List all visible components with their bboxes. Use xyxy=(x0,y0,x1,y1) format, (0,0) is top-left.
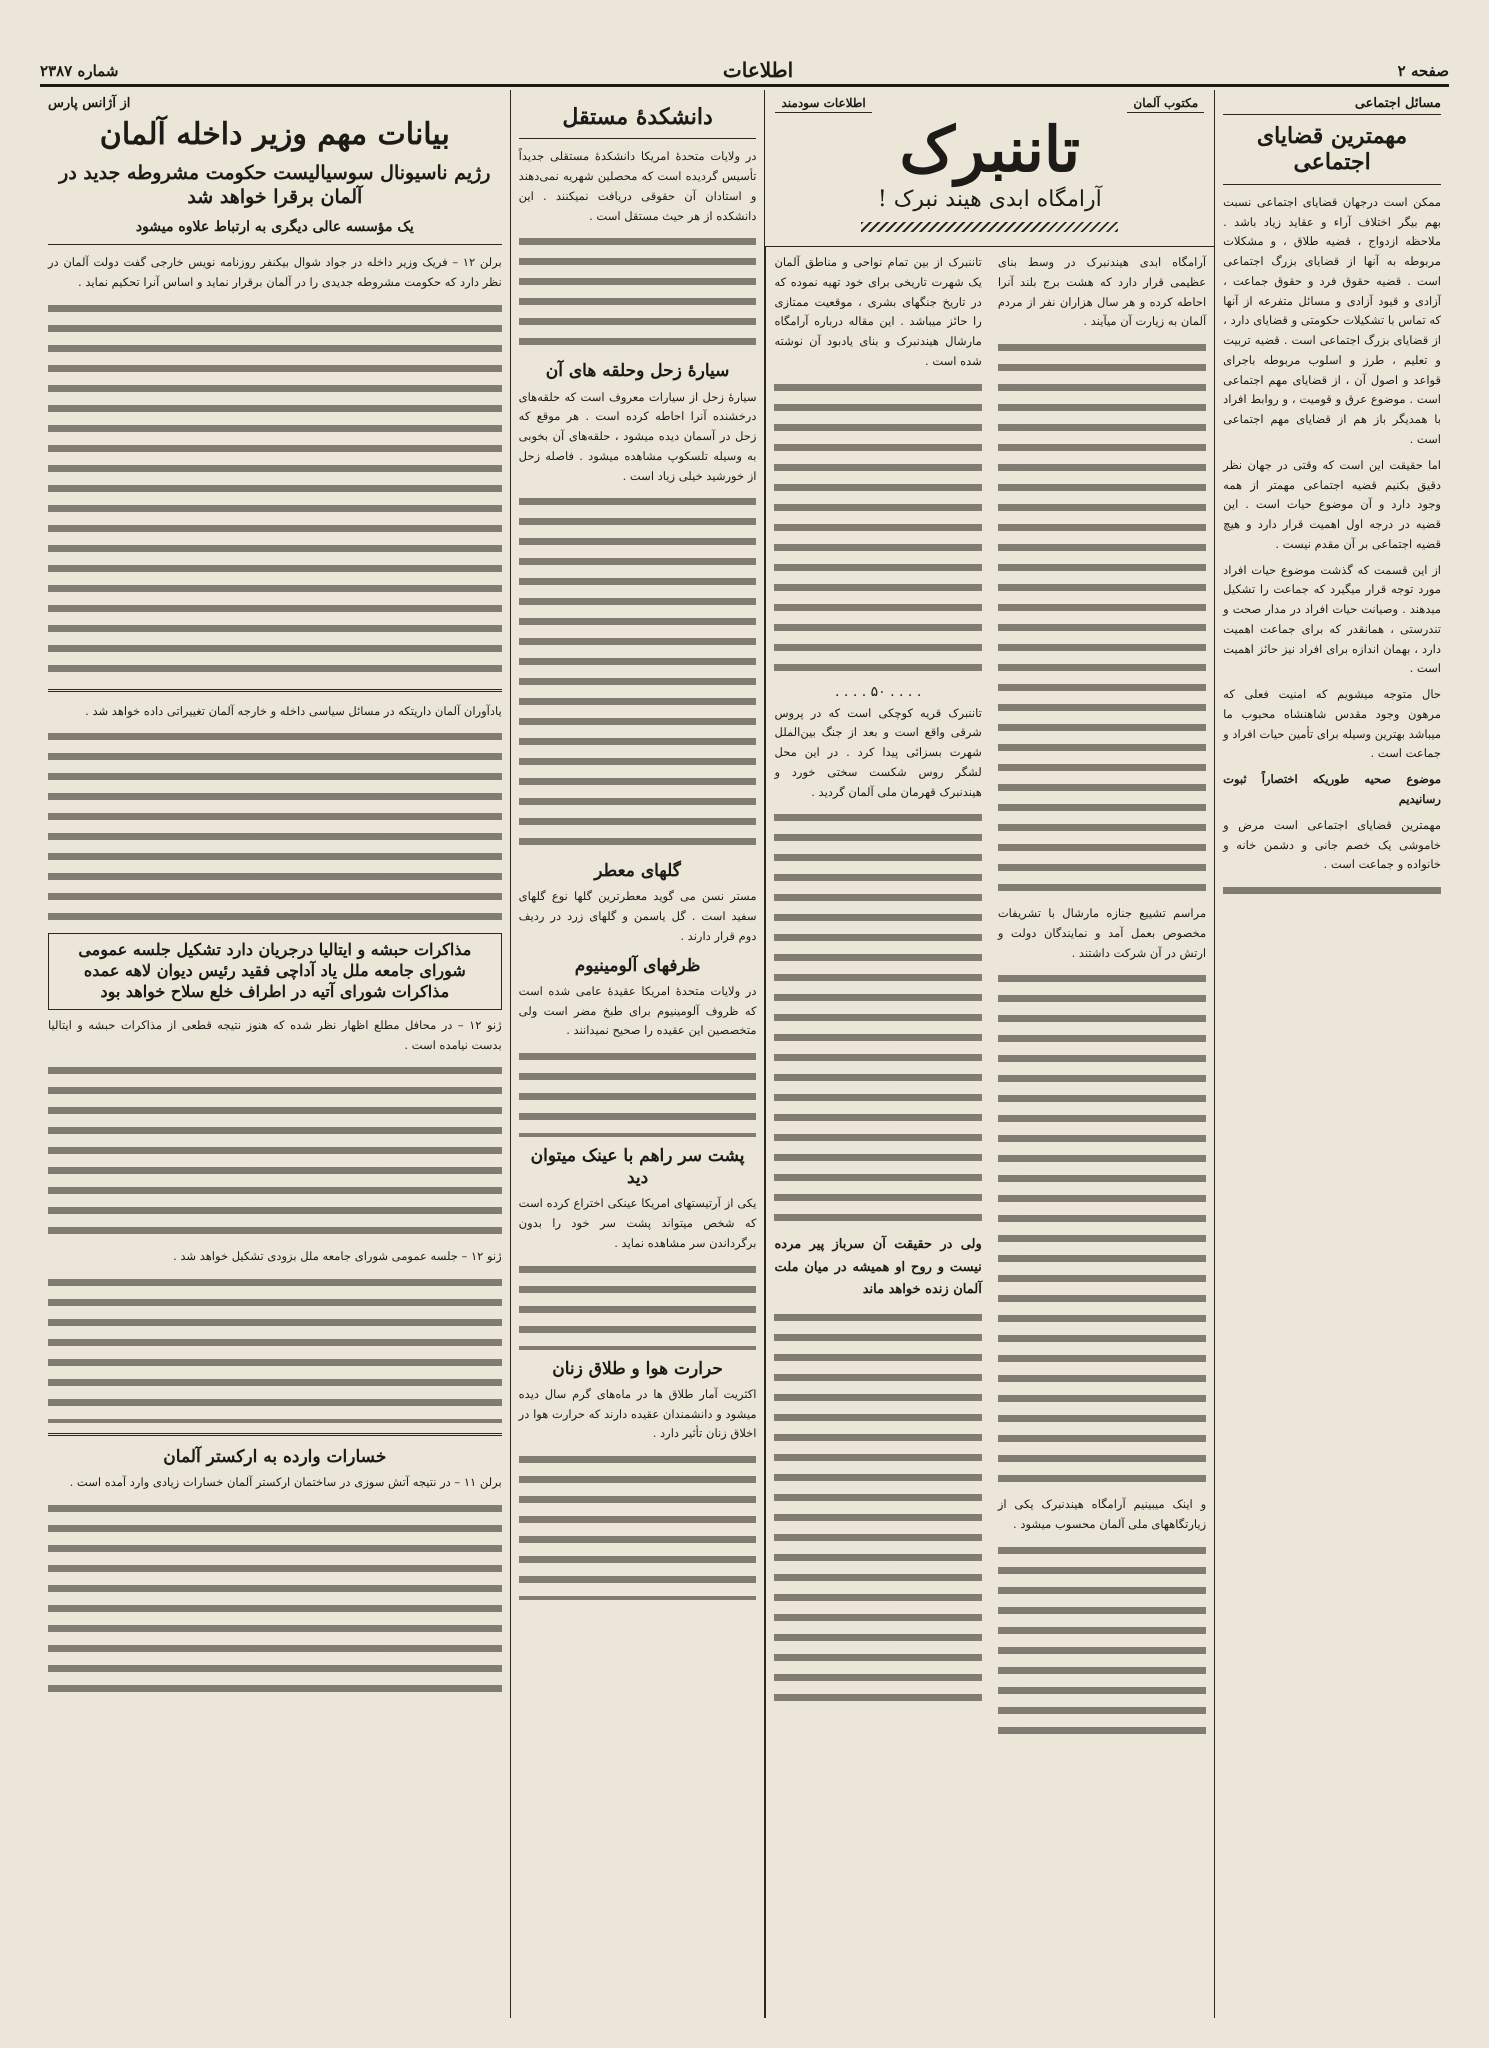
divider xyxy=(1223,184,1441,185)
news-paragraph: ژنو ۱۲ – در محافل مطلع اظهار نظر شده که هنوز نتیجه قطعی از مذاکرات حبشه و ایتالیا بدست نیامده است . xyxy=(47,1017,502,1052)
social-paragraph: حال متوجه میشویم که امنیت فعلی که مرهون وجود مقدس شاهنشاه محبوب ما میباشد بهترین وسیله برای تأمین حیات افراد و جماعت است . xyxy=(1223,687,1441,761)
news-paragraph: ژنو ۱۲ – جلسه عمومی شورای جامعه ملل بزودی تشکیل خواهد شد . xyxy=(173,1249,502,1264)
divider-dots: . . . . ۵۰ . . . . xyxy=(835,683,922,700)
news-title: بیانات مهم وزیر داخله آلمان xyxy=(99,117,450,152)
text-block xyxy=(48,299,502,679)
news-paragraph: یادآوران آلمان داریتکه در مسائل سیاسی داخله و خارجه آلمان تغییراتی داده خواهد شد . xyxy=(85,703,502,718)
column-social xyxy=(1214,90,1449,2018)
weather-paragraph: اکثریت آمار طلاق ها در ماه‌های گرم سال دیده میشود و دانشمندان عقیده دارند که حرارت هوا در اخلاق زنان تأثیر دارد . xyxy=(518,1386,757,1441)
glasses-heading: پشت سر راهم با عینک میتوان دید xyxy=(530,1146,745,1189)
text-block xyxy=(48,727,502,927)
saturn-paragraph: سیارهٔ زحل از سیارات معروف است که حلقه‌های درخشنده آنرا احاطه کرده است . هر موقع که زحل در آسمان دیده میشود ، حلقه‌های آن بخوبی به وسیله تلسکوپ مشاهده میشود . فاصله زحل از خورشید خیلی زیاد است . xyxy=(518,389,757,483)
page-number: صفحه ۲ xyxy=(1397,62,1449,80)
tannenberg-paragraph: و اینک میبینیم آرامگاه هیندنبرک یکی از زیارتگاههای ملی آلمان محسوب میشود . xyxy=(997,1497,1207,1532)
column-university xyxy=(510,90,765,2018)
social-kicker: مسائل اجتماعی xyxy=(1223,96,1441,115)
tannenberg-paragraph: تاننبرک قریه کوچکی است که در پروس شرقی واقع است و بعد از جنگ بین‌الملل شهرت بسزائی پیدا کرد . در این محل لشگر روس شکست سختی خورد و هیندنبرک قهرمان ملی آلمان گردید . xyxy=(774,705,982,799)
column-news xyxy=(40,90,510,2018)
news-subtitle: رژیم ناسیونال سوسیالیست حکومت مشروطه جدید در آلمان برقرا خواهد شد xyxy=(59,161,491,209)
text-block xyxy=(998,1541,1206,1741)
university-paragraph: در ولایات متحدهٔ امریکا دانشکدهٔ مستقلی جدیداً تأسیس گردیده است که محصلین شهریه نمی‌دهند و استادان آن حقوقی دریافت نمیکنند . این دانشکده از هر حیث مستقل است . xyxy=(518,149,757,223)
text-block xyxy=(1223,881,1441,901)
saturn-heading: سیارهٔ زحل وحلقه های آن xyxy=(545,361,730,382)
text-block xyxy=(774,808,981,1228)
tannenberg-subcolumn xyxy=(765,247,989,2018)
tannenberg-title: تاننبرک xyxy=(899,113,1081,186)
aluminium-heading: ظرفهای آلومینیوم xyxy=(574,955,701,976)
divider xyxy=(519,138,757,139)
kicker-useful-info: اطلاعات سودمند xyxy=(775,96,871,113)
text-block xyxy=(774,1308,981,1708)
tannenberg-subtitle: آرامگاه ابدی هیند نبرک ! xyxy=(877,187,1102,212)
text-block xyxy=(998,338,1206,898)
divider xyxy=(48,1433,502,1436)
news-subtitle-2: یک مؤسسه عالی دیگری به ارتباط علاوه میشود xyxy=(135,218,414,235)
text-block xyxy=(48,1061,502,1241)
text-block xyxy=(519,1260,757,1350)
paper-name: اطلاعات xyxy=(722,58,794,82)
masthead xyxy=(40,50,1449,87)
text-block xyxy=(519,1450,757,1600)
spice-heading: گلهای معطر xyxy=(594,861,681,882)
tannenberg-highlight: ولی در حقیقت آن سرباز پیر مرده نیست و روح او همیشه در میان ملت آلمان زنده خواهد ماند xyxy=(774,1237,982,1298)
weather-heading: حرارت هوا و طلاق زنان xyxy=(552,1358,723,1379)
news-paragraph: برلن ۱۲ – فریک وزیر داخله در جواد شوال بیکنفر روزنامه نویس خارجی گفت دولت آلمان در نظر دارد که حکومت مشروطه جدیدی را در آلمان برقرار نماید و اساس آنرا تحکیم نماید . xyxy=(47,255,502,289)
spice-paragraph: مستر نسن می گوید معطرترین گلها نوع گلهای سفید است . گل یاسمن و گلهای زرد در ردیف دوم قرار دارند . xyxy=(518,889,757,943)
issue-number: شماره ۲۳۸۷ xyxy=(40,62,119,80)
text-block xyxy=(48,1499,502,1699)
orchestra-heading: خسارات وارده به ارکستر آلمان xyxy=(163,1447,387,1468)
tannenberg-subcolumn xyxy=(990,247,1214,2018)
column-tannenberg xyxy=(764,90,1214,2018)
text-block xyxy=(998,969,1206,1489)
divider xyxy=(48,244,502,245)
news-box xyxy=(48,933,502,1009)
social-subhead: موضوع صحیه طوریکه اختصاراً ثبوت رسانیدیم xyxy=(1223,772,1441,806)
text-block xyxy=(774,378,981,678)
divider xyxy=(48,689,502,692)
aluminium-paragraph: در ولایات متحدهٔ امریکا عقیدهٔ عامی شده است که ظروف آلومینیوم برای طبخ مضر است ولی متخصصین این عقیده را صحیح نمیدانند . xyxy=(518,983,757,1038)
university-title: دانشکدهٔ مستقل xyxy=(562,104,713,130)
ornament xyxy=(861,222,1118,232)
text-block xyxy=(519,1047,757,1137)
social-paragraph: ممکن است درجهان قضایای اجتماعی نسبت بهم بیگر اختلاف آراء و عقاید زیاد باشد . ملاحظه ازدواج ، قضیه طلاق ، و مشکلات مربوطه به آنها از قضایای بزرگ اجتماعی است . قضیه حقوق فرد و حقوق جماعت ، آزادی و قیود آزادی و مسائل متفرعه از آنها که تماس با تشکیلات حکومتی و قضایای دارد ، از قضایای بزرگ اجتماعی است . قضیه تربیت و تعلیم ، طرز و اسلوب مربوطه باجرای قواعد و اصول آن ، از قضایای مهم اجتماعی است . موضوع عرق و قومیت ، و روابط افراد با همدیگر باز هم از قضایای مهم اجتماعی است . xyxy=(1223,194,1441,446)
tannenberg-paragraph: مراسم تشییع جنازه مارشال با تشریفات مخصوص بعمل آمد و نمایندگان دولت و ارتش در آن شرکت داشتند . xyxy=(997,906,1207,960)
news-box-headline: مذاکرات حبشه و ایتالیا درجریان دارد تشکیل جلسه عمومی شورای جامعه ملل یاد آداچی فقید رئیس دیوان لاهه عمده مذاکرات شورای آتیه در اطراف خلع سلاح خواهد بود xyxy=(78,940,472,1001)
text-block xyxy=(48,1273,502,1423)
social-paragraph: از این قسمت که گذشت موضوع حیات افراد مورد توجه قرار میگیرد که جماعت را تشکیل میدهند . وصیانت حیات افراد در مدار صحت و تندرستی ، همانقدر که برای جماعت اهمیت دارد ، بهمان اندازه برای افراد نیز حائز اهمیت است . xyxy=(1223,562,1441,676)
social-paragraph: مهمترین قضایای اجتماعی است مرض و خاموشی یک خصم جانی و دشمن خانه و خانواده و جماعت است . xyxy=(1223,817,1441,872)
columns xyxy=(40,90,1449,2018)
social-paragraph: اما حقیقت این است که وقتی در جهان نظر دقیق بکنیم قضیه اجتماعی مهمتر از همه وجود دارد و آن موضوع حیات است . این قضیه در درجه اول اهمیت قرار دارد و هیچ قضیه اجتماعی بر آن مقدم نیست . xyxy=(1223,457,1441,551)
tannenberg-paragraph: آرامگاه ابدی هیندنبرک در وسط بنای عظیمی قرار دارد که هشت برج بلند آنرا احاطه کرده و هر سال هزاران نفر از مردم آلمان به زیارت آن میآیند . xyxy=(997,255,1207,329)
text-block xyxy=(519,492,757,852)
news-paragraph: برلن ۱۱ – در نتیجه آتش سوزی در ساختمان ارکستر آلمان خسارات زیادی وارد آمده است . xyxy=(69,1475,502,1490)
social-title: مهمترین قضایای اجتماعی xyxy=(1256,123,1408,176)
text-block xyxy=(519,232,757,352)
tannenberg-header xyxy=(765,90,1214,247)
tannenberg-body xyxy=(765,247,1214,2018)
glasses-paragraph: یکی از آرتیستهای امریکا عینکی اختراع کرده است که شخص میتواند پشت سر خود را بدون برگرداندن سر مشاهده نماید . xyxy=(518,1196,757,1250)
tannenberg-intro: تاننبرک از بین تمام نواحی و مناطق آلمان یک شهرت تاریخی برای خود تهیه نموده که در تاریخ جنگهای بشری ، موقعیت ممتازی را حائز میباشد . این مقاله درباره آرامگاه مارشال هیندنبرک و بنای یادبود آن نوشته شده است . xyxy=(774,255,982,368)
agency-kicker: از آژانس پارس xyxy=(47,96,131,111)
kicker-germany: مکتوب آلمان xyxy=(1127,96,1204,113)
